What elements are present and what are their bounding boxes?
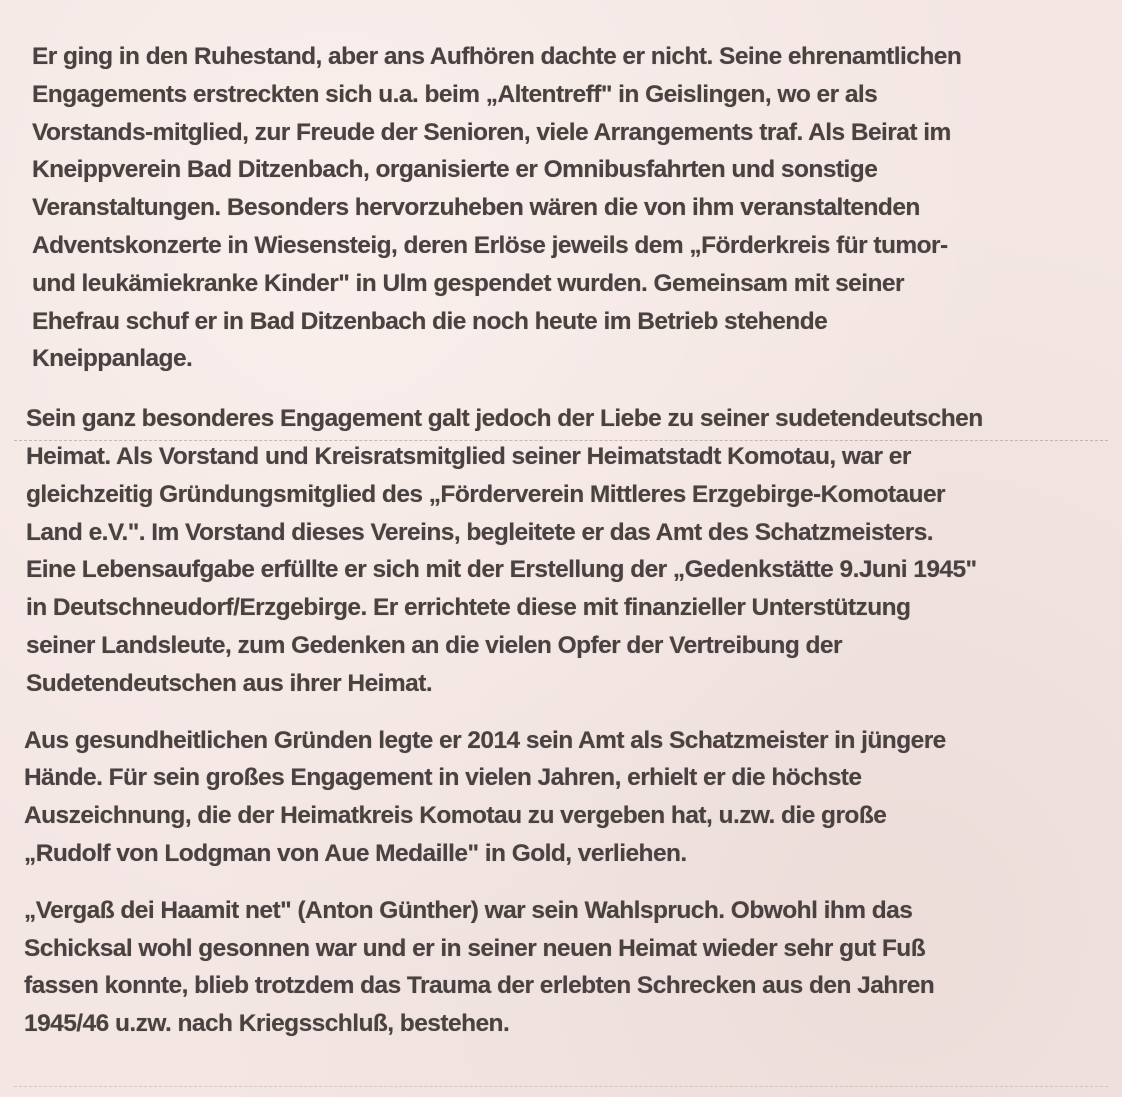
text-line: Ehefrau schuf er in Bad Ditzenbach die noch heute im Betrieb stehende	[32, 307, 828, 335]
text-line: Kneippanlage.	[32, 345, 193, 373]
paragraph-retirement	[24, 38, 1104, 378]
text-line: Land e.V.". Im Vorstand dieses Vereins, begleitete er das Amt des Schatzmeisters.	[26, 518, 934, 546]
text-line: Adventskonzerte in Wiesensteig, deren Erlöse jeweils dem „Förderkreis für tumor-	[32, 231, 948, 259]
text-line: Engagements erstreckten sich u.a. beim „Altentreff" in Geislingen, wo er als	[32, 80, 878, 108]
text-line: „Rudolf von Lodgman von Aue Medaille" in Gold, verliehen.	[24, 839, 687, 867]
text-line: „Vergaß dei Haamit net" (Anton Günther) war sein Wahlspruch. Obwohl ihm das	[24, 896, 913, 924]
bottom-divider-line	[14, 1086, 1108, 1087]
text-line: Veranstaltungen. Besonders hervorzuheben wären die von ihm veranstaltenden	[32, 194, 920, 222]
text-line: Vorstands-mitglied, zur Freude der Senioren, viele Arrangements traf. Als Beirat im	[32, 118, 951, 146]
paragraph-award	[24, 722, 1104, 873]
text-line: Heimat. Als Vorstand und Kreisratsmitglied seiner Heimatstadt Komotau, war er	[26, 442, 911, 470]
text-line: Kneippverein Bad Ditzenbach, organisierte er Omnibusfahrten und sonstige	[32, 156, 878, 184]
paragraph-homeland	[24, 400, 1104, 702]
paragraph-motto	[24, 892, 1104, 1043]
text-line: Sein ganz besonderes Engagement galt jedoch der Liebe zu seiner sudetendeutschen	[26, 405, 983, 433]
text-line: Schicksal wohl gesonnen war und er in seiner neuen Heimat wieder sehr gut Fuß	[24, 934, 926, 962]
text-line: Er ging in den Ruhestand, aber ans Aufhören dachte er nicht. Seine ehrenamtlichen	[32, 43, 962, 70]
text-line: in Deutschneudorf/Erzgebirge. Er errichtete diese mit finanzieller Unterstützung	[26, 594, 911, 622]
text-line: Hände. Für sein großes Engagement in vielen Jahren, erhielt er die höchste	[24, 764, 862, 792]
text-line: seiner Landsleute, zum Gedenken an die vielen Opfer der Vertreibung der	[26, 631, 842, 659]
article-text	[24, 38, 1104, 1043]
text-line: Aus gesundheitlichen Gründen legte er 2014 sein Amt als Schatzmeister in jüngere	[24, 726, 946, 754]
text-line: Sudetendeutschen aus ihrer Heimat.	[26, 669, 433, 697]
text-line: 1945/46 u.zw. nach Kriegsschluß, bestehen.	[24, 1010, 510, 1038]
text-line: und leukämiekranke Kinder" in Ulm gespendet wurden. Gemeinsam mit seiner	[32, 269, 904, 297]
text-line: gleichzeitig Gründungsmitglied des „Förderverein Mittleres Erzgebirge-Komotauer	[26, 480, 946, 508]
text-line: fassen konnte, blieb trotzdem das Trauma der erlebten Schrecken aus den Jahren	[24, 972, 935, 1000]
text-line: Auszeichnung, die der Heimatkreis Komotau zu vergeben hat, u.zw. die große	[24, 802, 887, 830]
text-line: Eine Lebensaufgabe erfüllte er sich mit der Erstellung der „Gedenkstätte 9.Juni 1945"	[26, 556, 977, 584]
